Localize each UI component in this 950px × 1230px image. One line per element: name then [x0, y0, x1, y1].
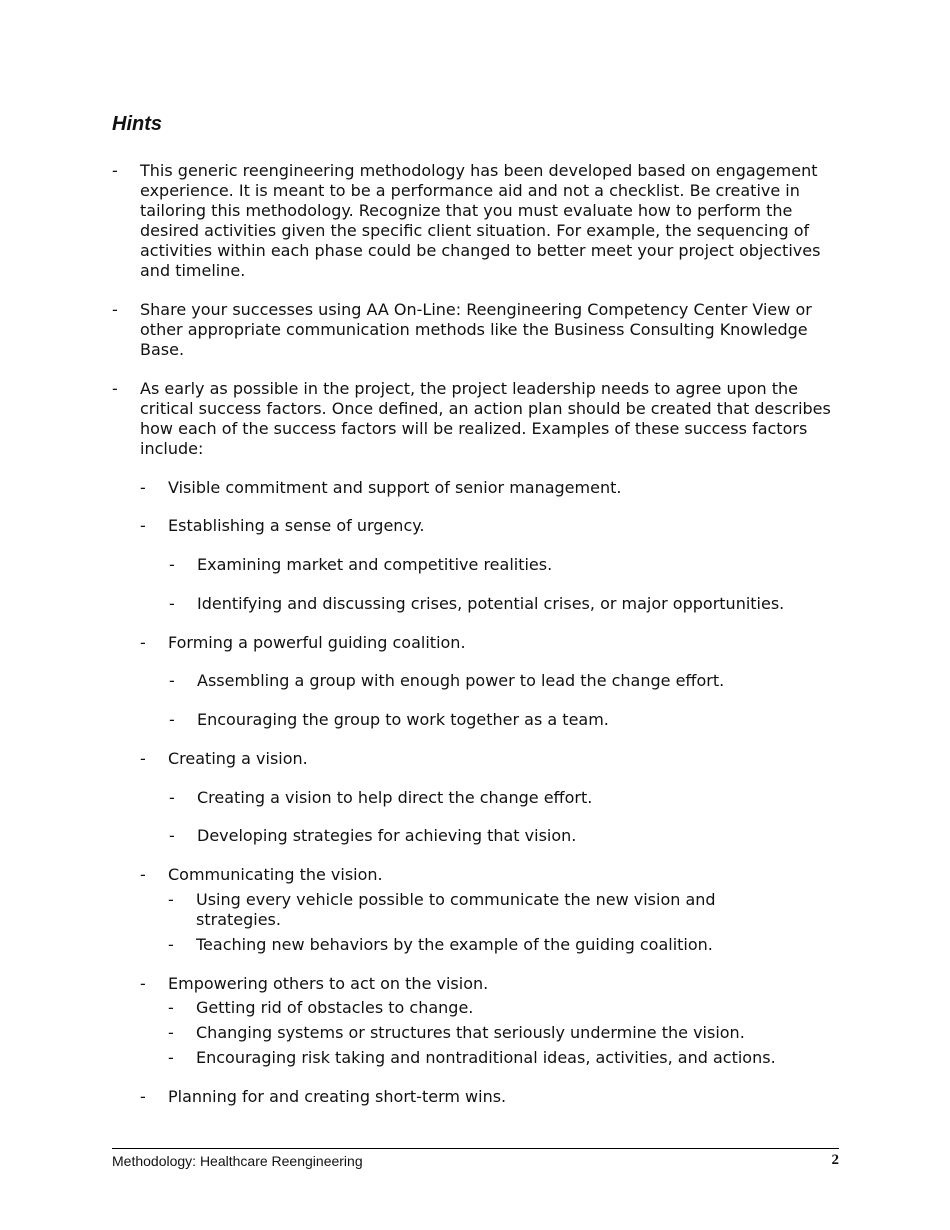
- list-item-text: As early as possible in the project, the project leadership needs to agree upon the critical success factors. Once defined, an action plan should be created that describes how each of the success factors will be realized. Examples of these success factors include:: [140, 379, 831, 458]
- bullet-dash: -: [169, 826, 175, 845]
- list-item: [112, 379, 852, 459]
- list-item-text: Identifying and discussing crises, potential crises, or major opportunities.: [197, 594, 785, 613]
- list-item-text: Empowering others to act on the vision.: [168, 974, 489, 993]
- bullet-dash: -: [168, 1023, 174, 1042]
- bullet-dash: -: [140, 478, 146, 497]
- footer-divider: [112, 1148, 839, 1149]
- list-item-text: Visible commitment and support of senior management.: [168, 478, 622, 497]
- list-item-text: Encouraging risk taking and nontraditional ideas, activities, and actions.: [196, 1048, 776, 1067]
- list-item-text: Getting rid of obstacles to change.: [196, 998, 474, 1017]
- list-item: [168, 1023, 858, 1043]
- bullet-dash: -: [169, 788, 175, 807]
- list-item: [169, 826, 859, 846]
- list-item: [168, 998, 858, 1018]
- list-item: [169, 710, 859, 730]
- bullet-dash: -: [112, 379, 118, 398]
- list-item-text: Using every vehicle possible to communicate the new vision and strategies.: [196, 890, 716, 929]
- bullet-dash: -: [140, 749, 146, 768]
- list-item: [169, 594, 859, 614]
- bullet-dash: -: [168, 890, 174, 909]
- bullet-dash: -: [140, 516, 146, 535]
- list-item: [169, 788, 859, 808]
- list-item: [112, 161, 852, 281]
- list-item: [140, 1087, 852, 1107]
- list-item-text: Changing systems or structures that seriously undermine the vision.: [196, 1023, 745, 1042]
- list-item-text: Teaching new behaviors by the example of the guiding coalition.: [196, 935, 713, 954]
- bullet-dash: -: [168, 1048, 174, 1067]
- list-item: [140, 516, 852, 536]
- bullet-dash: -: [169, 710, 175, 729]
- bullet-dash: -: [140, 633, 146, 652]
- bullet-dash: -: [140, 1087, 146, 1106]
- list-item: [140, 633, 852, 653]
- list-item: [169, 555, 859, 575]
- list-item-text: Share your successes using AA On-Line: Reengineering Competency Center View or other appropriate communication methods like the Business Consulting Knowledge Base.: [140, 300, 812, 359]
- bullet-dash: -: [168, 998, 174, 1017]
- list-item-text: Communicating the vision.: [168, 865, 383, 884]
- bullet-dash: -: [140, 974, 146, 993]
- list-item-text: This generic reengineering methodology has been developed based on engagement experience. It is meant to be a performance aid and not a checklist. Be creative in tailoring this methodology. Recognize that you must evaluate how to perform the desired activities given the specific client situation. For example, the sequencing of activities within each phase could be changed to better meet your project objectives and timeline.: [140, 161, 821, 280]
- list-item-text: Assembling a group with enough power to lead the change effort.: [197, 671, 725, 690]
- list-item-text: Establishing a sense of urgency.: [168, 516, 425, 535]
- bullet-dash: -: [169, 555, 175, 574]
- list-item: [169, 671, 859, 691]
- list-item: [168, 935, 858, 955]
- list-item: [140, 749, 852, 769]
- bullet-dash: -: [140, 865, 146, 884]
- list-item: [140, 974, 852, 994]
- page-number: 2: [831, 1152, 839, 1168]
- bullet-dash: -: [169, 594, 175, 613]
- list-item-text: Planning for and creating short-term wins.: [168, 1087, 507, 1106]
- footer-title: Methodology: Healthcare Reengineering: [112, 1153, 363, 1169]
- list-item: [168, 890, 768, 930]
- list-item: [112, 300, 852, 360]
- bullet-dash: -: [112, 300, 118, 319]
- bullet-dash: -: [169, 671, 175, 690]
- list-item-text: Examining market and competitive realities.: [197, 555, 553, 574]
- bullet-dash: -: [112, 161, 118, 180]
- list-item-text: Developing strategies for achieving that vision.: [197, 826, 577, 845]
- page-heading: Hints: [112, 113, 162, 135]
- list-item-text: Forming a powerful guiding coalition.: [168, 633, 466, 652]
- list-item-text: Encouraging the group to work together as a team.: [197, 710, 609, 729]
- list-item: [140, 865, 852, 885]
- list-item: [168, 1048, 858, 1068]
- list-item: [140, 478, 852, 498]
- bullet-dash: -: [168, 935, 174, 954]
- list-item-text: Creating a vision to help direct the change effort.: [197, 788, 593, 807]
- list-item-text: Creating a vision.: [168, 749, 308, 768]
